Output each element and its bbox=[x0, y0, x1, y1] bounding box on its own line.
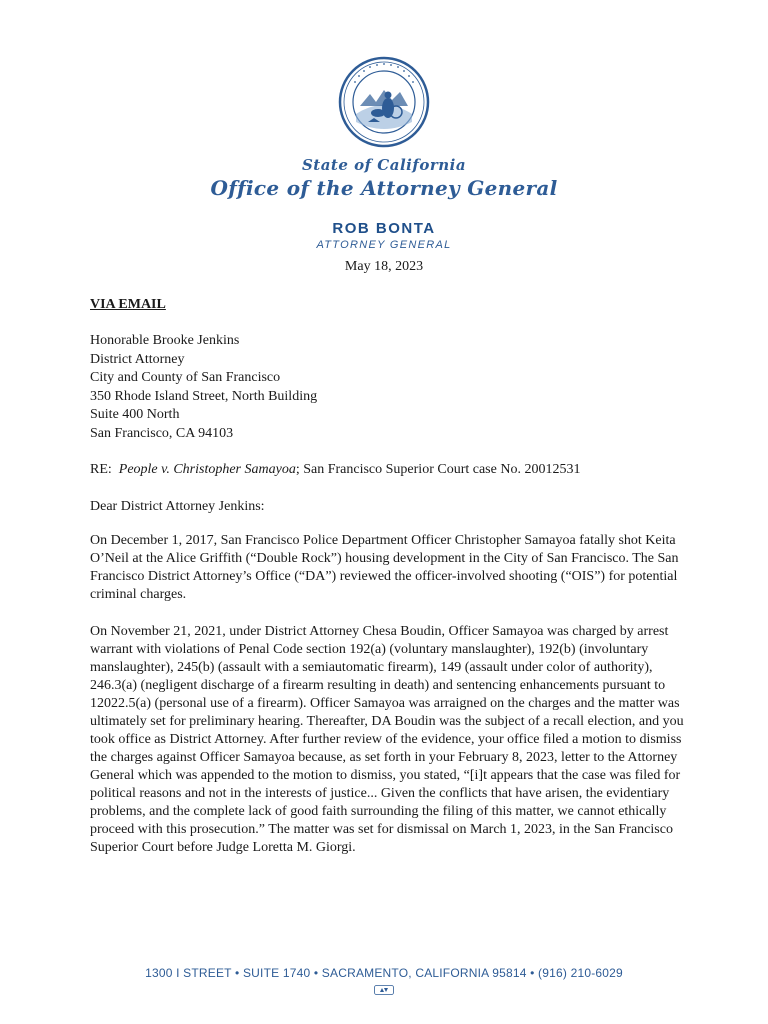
footer-address: 1300 I STREET • SUITE 1740 • SACRAMENTO, CALIFORNIA 95814 • (916) 210-6029 bbox=[145, 966, 623, 980]
address-line: 350 Rhode Island Street, North Building bbox=[90, 388, 318, 404]
body-paragraph-1 bbox=[90, 532, 685, 604]
re-case-name: People v. Christopher Samayoa bbox=[118, 462, 296, 477]
state-line: State of California bbox=[301, 156, 467, 174]
state-seal-logo bbox=[338, 56, 430, 148]
body-paragraph-2 bbox=[90, 623, 685, 857]
recipient-address bbox=[90, 332, 685, 443]
address-line: San Francisco, CA 94103 bbox=[90, 425, 234, 441]
re-case-number: ; San Francisco Superior Court case No. 20012531 bbox=[295, 462, 581, 477]
re-label: RE: bbox=[90, 462, 112, 477]
address-line: Suite 400 North bbox=[90, 407, 180, 422]
address-line: District Attorney bbox=[90, 351, 185, 367]
paragraph-text: On November 21, 2021, under District Attorney Chesa Boudin, Officer Samayoa was charged by arrest warrant with violations of Penal Code section 192(a) (voluntary manslaughter), 192(b) (involuntary manslaughter), 245(b) (assault with a semiautomatic firearm), 149 (assault under color of authority), 246.3(a) (negligent discharge of a firearm resulting in death) and sentencing enhancements pursuant to 12022.5(a) (personal use of a firearm). Officer Samayoa was arraigned on the charges and the matter was ultimately set for preliminary hearing. Thereafter, DA Boudin was the subject of a recall election, and you took office as District Attorney. After further review of the evidence, your office filed a motion to dismiss the charges against Officer Samayoa because, as set forth in your February 8, 2023, letter to the Attorney General which was appended to the motion to dismiss, you stated, “[i]t appears that the case was filed for political reasons and not in the interests of justice... Given the conflicts that have arisen, the evidentiary problems, and the complete lack of good faith surrounding the filing of this matter, we cannot ethically proceed with this prosecution.” The matter was set for dismissal on March 1, 2023, in the San Francisco Superior Court before Judge Loretta M. Giorgi. bbox=[90, 624, 684, 855]
address-line: City and County of San Francisco bbox=[90, 370, 281, 385]
address-line: Honorable Brooke Jenkins bbox=[90, 333, 240, 348]
attorney-title: ATTORNEY GENERAL bbox=[316, 239, 452, 251]
salutation: Dear District Attorney Jenkins: bbox=[90, 499, 265, 514]
letter-date: May 18, 2023 bbox=[344, 259, 424, 274]
recycle-icon bbox=[374, 985, 394, 995]
attorney-name: ROB BONTA bbox=[332, 220, 436, 237]
delivery-method: VIA EMAIL bbox=[90, 297, 166, 312]
office-line: Office of the Attorney General bbox=[210, 176, 558, 200]
paragraph-text: On December 1, 2017, San Francisco Police Department Officer Christopher Samayoa fatally shot Keita O’Neil at the Alice Griffith (“Double Rock”) housing development in the City of San Francisco. The San Francisco District Attorney’s Office (“DA”) reviewed the officer-involved shooting (“OIS”) for potential criminal charges. bbox=[90, 533, 679, 602]
re-line bbox=[90, 461, 685, 479]
